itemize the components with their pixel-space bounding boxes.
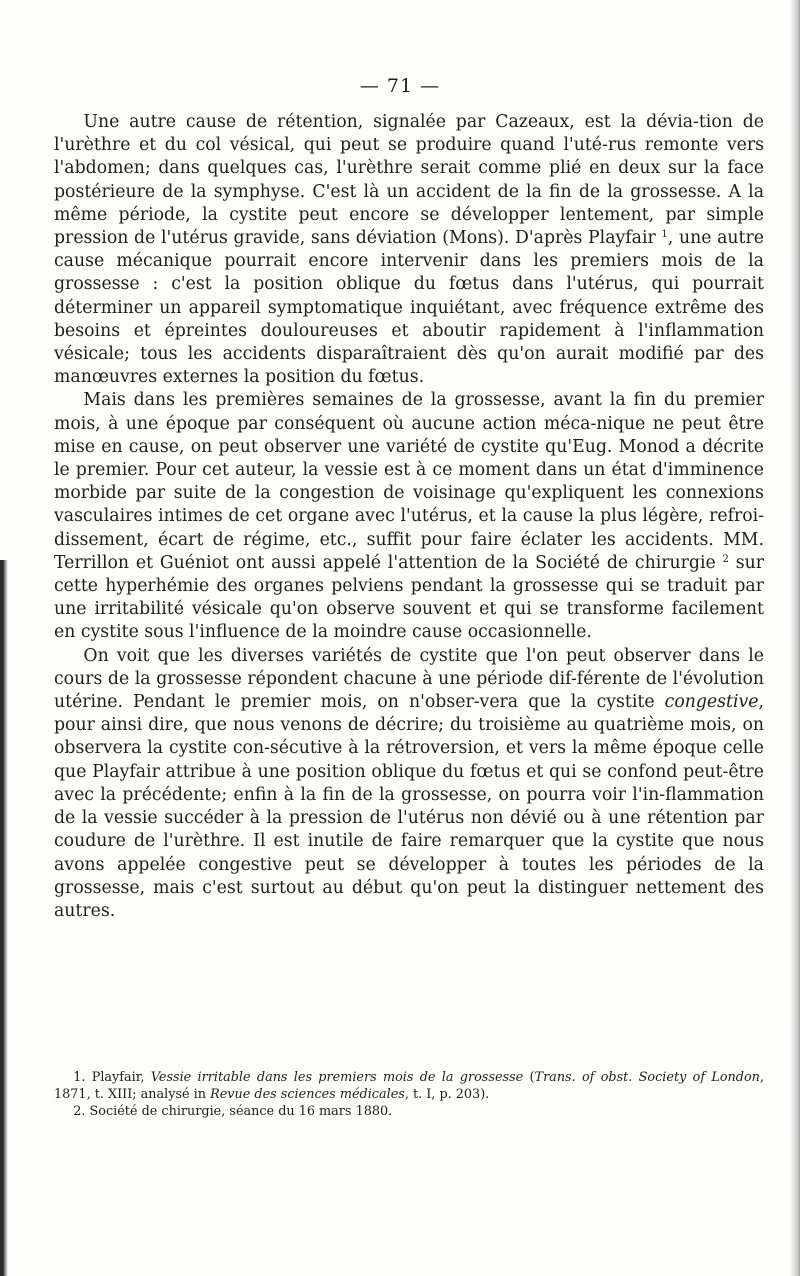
footnote-ref: 1 (661, 229, 668, 241)
footnote-ref: 2 (722, 553, 729, 565)
paragraph: On voit que les diverses variétés de cystite que l'on peut observer dans le cours de la grossesse répondent chacune à une période dif-férente de l'évolution utérine. Pendant le premier mois, on n'obser-vera que la cystite congestive, pour ainsi dire, que nous venons de décrire; du troisième au quatrième mois, on observera la cystite con-sécutive à la rétroversion, et vers la même époque celle que Playfair attribue à une position oblique du fœtus et qui se confond peut-être avec la précédente; enfin à la fin de la grossesse, on pourra voir l'in-flammation de la vessie succéder à la pression de l'utérus non dévié ou à une rétention par coudure de l'urèthre. Il est inutile de faire remarquer que la cystite que nous avons appelée congestive peut se développer à toutes les périodes de la grossesse, mais c'est surtout au début qu'on peut la distinguer nettement des autres. (54, 645, 764, 921)
body-text (54, 111, 764, 923)
page-right-edge-shadow (790, 0, 800, 1276)
footnote: 2. Société de chirurgie, séance du 16 mars 1880. (73, 1104, 393, 1119)
paragraph: Une autre cause de rétention, signalée par Cazeaux, est la dévia-tion de l'urèthre et du col vésical, qui peut se produire quand l'uté-rus remonte vers l'abdomen; dans quelques cas, l'urèthre serait comme plié en deux sur la face postérieure de la symphyse. C'est là un accident de la fin de la grossesse. A la même période, la cystite peut encore se développer lentement, par simple pression de l'utérus gravide, sans déviation (Mons). D'après Playfair $^1$, une autre cause mécanique pourrait encore intervenir dans les premiers mois de la grossesse : c'est la position oblique du fœtus dans l'utérus, qui pourrait déterminer un appareil symptomatique inquiétant, avec fréquence extrême des besoins et épreintes douloureuses et aboutir rapidement à l'inflammation vésicale; tous les accidents disparaîtraient dès qu'on aurait modifié par des manœuvres externes la position du fœtus. (54, 112, 764, 388)
page-left-edge-shadow (0, 560, 8, 1276)
paragraph: Mais dans les premières semaines de la grossesse, avant la fin du premier mois, à une époque par conséquent où aucune action méca-nique ne peut être mise en cause, on peut observer une variété de cystite qu'Eug. Monod a décrite le premier. Pour cet auteur, la vessie est à ce moment dans un état d'imminence morbide par suite de la congestion de voisinage qu'expliquent les connexions vasculaires intimes de cet organe avec l'utérus, et la cause la plus légère, refroi-dissement, écart de régime, etc., suffit pour faire éclater les accidents. MM. Terrillon et Guéniot ont aussi appelé l'attention de la Société de chirurgie $^2$ sur cette hyperhémie des organes pelviens pendant la grossesse qui se traduit par une irritabilité vésicale qu'on observe souvent et qui se transforme facilement en cystite sous l'influence de la moindre cause occasionnelle. (54, 390, 764, 643)
footnotes (54, 1069, 764, 1120)
footnote: 1. Playfair, Vessie irritable dans les premiers mois de la grossesse (Trans. of obst. Society of London, 1871, t. XIII; analysé in Revue des sciences médicales, t. I, p. 203). (54, 1070, 765, 1102)
emphasis-term: congestive (664, 692, 759, 713)
page-number: — 71 — (359, 75, 441, 97)
